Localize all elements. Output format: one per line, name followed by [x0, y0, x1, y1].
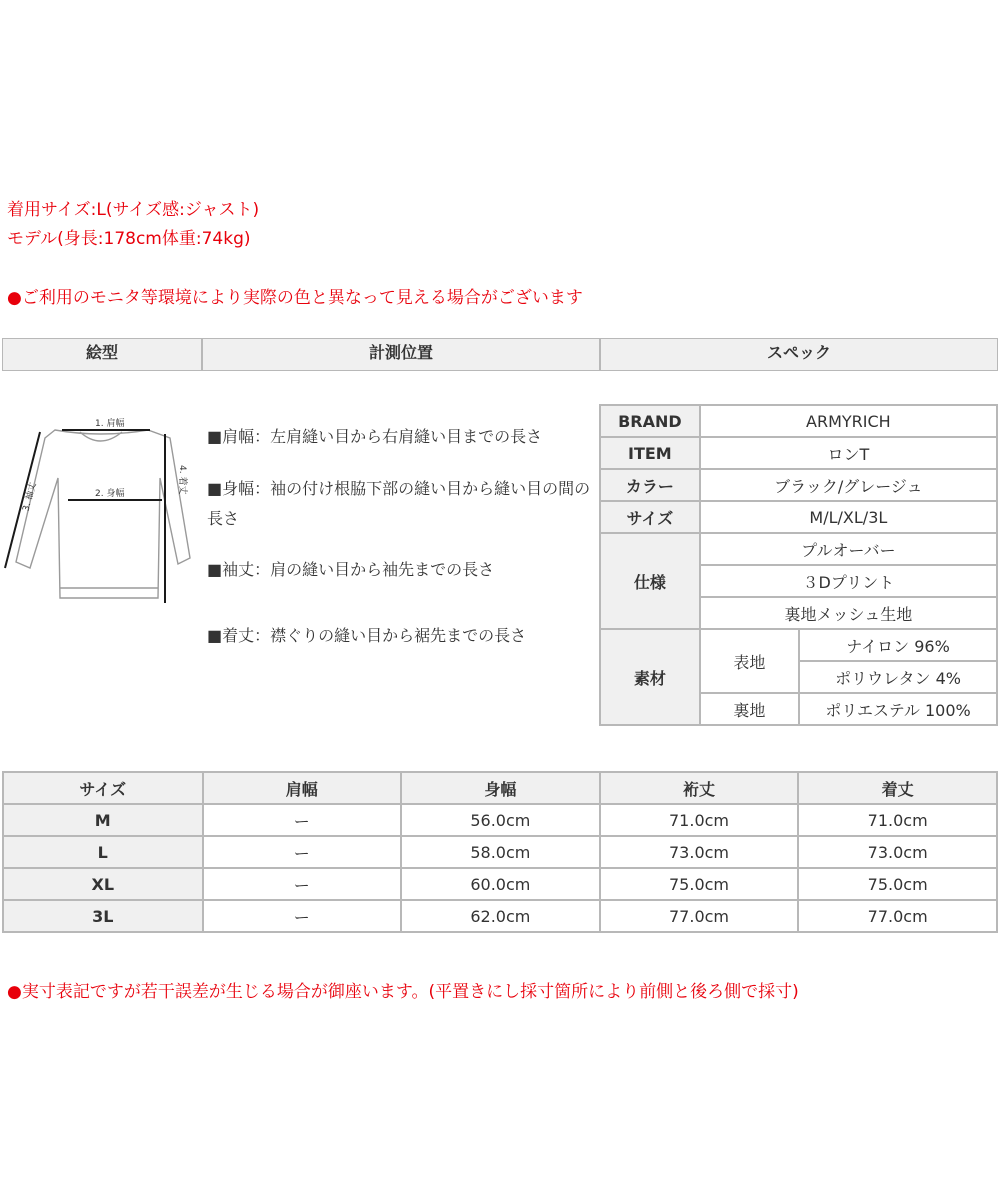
size-cell: 71.0cm — [600, 804, 799, 836]
size-cell: 77.0cm — [798, 900, 997, 932]
size-notice: ●実寸表記ですが若干誤差が生じる場合が御座います。(平置きにし採寸箇所により前側と後ろ側で採寸) — [7, 982, 799, 1002]
spec-table — [599, 404, 998, 726]
desc-shoulder: ■肩幅：左肩縫い目から右肩縫い目までの長さ — [207, 427, 543, 446]
size-cell: L — [3, 836, 203, 868]
spec-value: ARMYRICH — [700, 405, 997, 437]
spec-label: カラー — [600, 469, 700, 501]
size-cell: 77.0cm — [600, 900, 799, 932]
size-col-header: サイズ — [3, 772, 203, 804]
header-measure-position: 計測位置 — [202, 338, 600, 371]
spec-label: 仕様 — [600, 533, 700, 629]
table-row — [3, 804, 997, 836]
spec-label: サイズ — [600, 501, 700, 533]
spec-label: ITEM — [600, 437, 700, 469]
size-cell: 60.0cm — [401, 868, 600, 900]
spec-value: ポリエステル 100% — [799, 693, 997, 725]
label-length: 4. 着丈 — [177, 465, 187, 495]
size-cell: 71.0cm — [798, 804, 997, 836]
spec-row-brand — [600, 405, 997, 437]
spec-value: ブラック/グレージュ — [700, 469, 997, 501]
section-header — [2, 338, 998, 371]
spec-value: プルオーバー — [700, 533, 997, 565]
size-table-header — [3, 772, 997, 804]
size-cell: 73.0cm — [600, 836, 799, 868]
label-body: 2. 身幅 — [95, 489, 125, 499]
garment-diagram — [0, 408, 205, 613]
model-body-info: モデル(身長:178cm体重:74kg) — [7, 229, 251, 249]
spec-row-color — [600, 469, 997, 501]
spec-value: ポリウレタン 4% — [799, 661, 997, 693]
spec-sublabel: 裏地 — [700, 693, 799, 725]
desc-body: ■身幅：袖の付け根脇下部の縫い目から縫い目の間の長さ — [207, 479, 591, 528]
size-cell: 75.0cm — [600, 868, 799, 900]
size-cell: 62.0cm — [401, 900, 600, 932]
spec-value: 裏地メッシュ生地 — [700, 597, 997, 629]
table-row — [3, 868, 997, 900]
spec-row-item — [600, 437, 997, 469]
size-cell: 75.0cm — [798, 868, 997, 900]
color-notice: ●ご利用のモニタ等環境により実際の色と異なって見える場合がございます — [7, 288, 583, 308]
size-cell: ー — [203, 804, 402, 836]
size-cell: 58.0cm — [401, 836, 600, 868]
label-sleeve: 3. 袖丈 — [21, 481, 39, 513]
size-cell: ー — [203, 868, 402, 900]
size-cell: 73.0cm — [798, 836, 997, 868]
size-table — [2, 771, 998, 933]
spec-value: ３Dプリント — [700, 565, 997, 597]
size-cell: ー — [203, 900, 402, 932]
spec-sublabel: 表地 — [700, 629, 799, 693]
spec-label: BRAND — [600, 405, 700, 437]
size-col-header: 身幅 — [401, 772, 600, 804]
label-shoulder: 1. 肩幅 — [95, 419, 125, 429]
desc-length: ■着丈：襟ぐりの縫い目から裾先までの長さ — [207, 626, 527, 645]
desc-sleeve: ■袖丈：肩の縫い目から袖先までの長さ — [207, 560, 495, 579]
size-col-header: 着丈 — [798, 772, 997, 804]
spec-row-material — [600, 629, 997, 661]
spec-value: M/L/XL/3L — [700, 501, 997, 533]
header-illustration: 絵型 — [2, 338, 202, 371]
size-cell: 3L — [3, 900, 203, 932]
spec-row-shiyou — [600, 533, 997, 565]
spec-value: ナイロン 96% — [799, 629, 997, 661]
size-col-header: 裄丈 — [600, 772, 799, 804]
model-size-info: 着用サイズ:L(サイズ感:ジャスト) — [7, 200, 260, 220]
size-cell: M — [3, 804, 203, 836]
table-row — [3, 900, 997, 932]
spec-row-size — [600, 501, 997, 533]
size-cell: XL — [3, 868, 203, 900]
size-cell: ー — [203, 836, 402, 868]
header-spec: スペック — [600, 338, 998, 371]
size-cell: 56.0cm — [401, 804, 600, 836]
spec-label: 素材 — [600, 629, 700, 725]
spec-value: ロンT — [700, 437, 997, 469]
table-row — [3, 836, 997, 868]
size-col-header: 肩幅 — [203, 772, 402, 804]
